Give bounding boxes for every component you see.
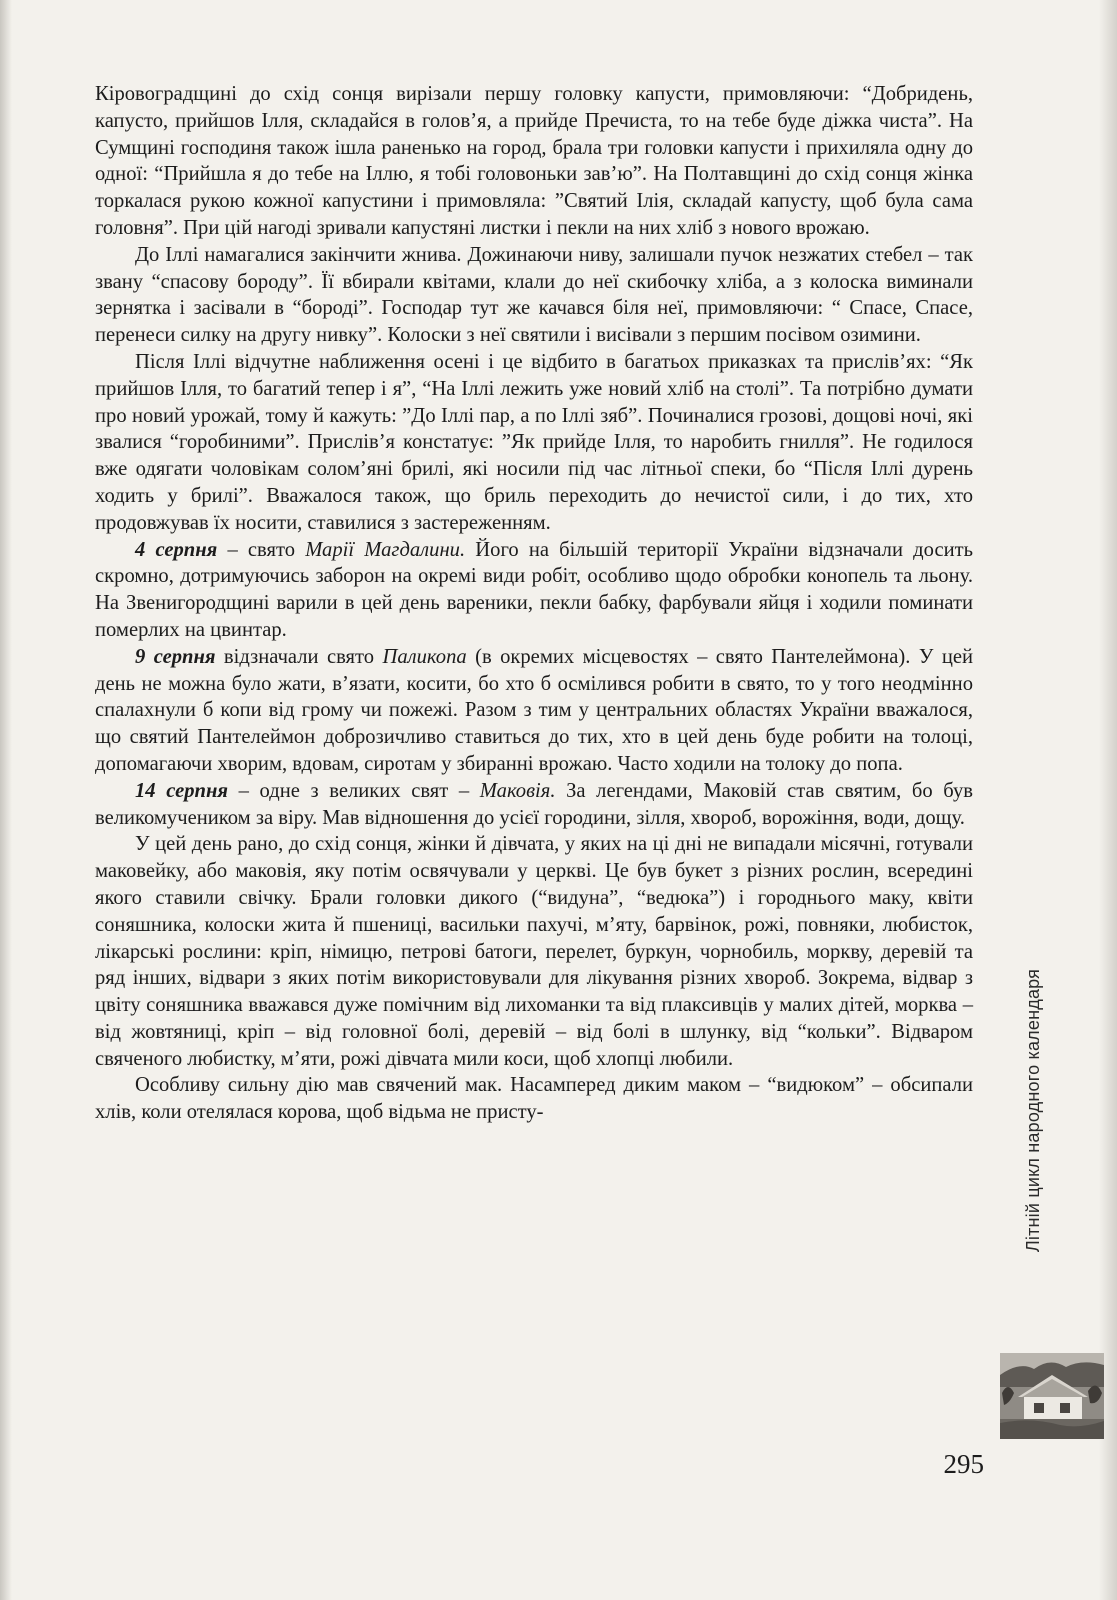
paragraph-text: До Іллі намагалися закінчити жнива. Дожинаючи ниву, залишали пучок незжатих стебел – так звану “спасову бороду”. Її вбирали квітами, клали до неї скибочку хліба, а з колоска виминали зернятка і засівали в “бороді”. Господар тут же качався біля неї, примовляючи: “ Спасе, Спасе, перенеси силку на другу нивку”. Колоски з неї святили і висівали з першим посівом озимини. [95, 243, 973, 347]
paragraph-text: Кіровоградщині до схід сонця вирізали першу головку капусти, примовляючи: “Добридень, капусто, прийшов Ілля, складайся в голов’я, а прийде Пречиста, то на тебе буде діжка чиста”. На Сумщині господиня також ішла раненько на город, брала три головки капусти і прихиляла одну до одної: “Прийшла я до тебе на Іллю, я тобі головоньки зав’ю”. На Полтавщині до схід сонця жінка торкалася рукою кожної капустини і примовляла: ”Святий Ілія, складай капусту, щоб була сама головня”. При цій нагоді зривали капустяні листки і пекли на них хліб з нового врожаю. [95, 83, 973, 239]
paragraph-text: – свято [217, 538, 306, 561]
paragraph-text: Його на більшій території України відзначали досить скромно, дотримуючись заборон на окремі види робіт, особливо щодо обробки конопель та льону. На Звенигородщині варили в цей день вареники, пекли бабку, фарбували яйця і ходили поминати померлих на цвинтар. [95, 538, 973, 641]
paragraph-text: У цей день рано, до схід сонця, жінки й дівчата, у яких на ці дні не випадали місячні, готували маковейку, або маковія, яку потім освячували у церкві. Це був букет з різних рослин, всередині якого ставили свічку. Брали головки дикого (“видуна”, “ведюка”) і городнього маку, квіти соняшника, колоски жита й пшениці, васильки пахучі, м’яту, барвінок, рожі, повняки, любисток, лікарські рослини: кріп, німицю, петрові батоги, перелет, буркун, чорнобиль, моркву, деревій та ряд інших, відвари з яких потім використовували для лікування різних хвороб. Зокрема, відвар з цвіту соняшника вважався дуже помічним від лихоманки та від плаксивців у малих дітей, морква – від жовтяниці, кріп – від головної болі, деревій – від болі в шлунку, від “кольки”. Відваром свяченого любистку, м’яти, рожі дівчата мили коси, щоб хлопці любили. [95, 833, 973, 1070]
paragraph [95, 81, 973, 242]
paragraph-text: Після Іллі відчутне наближення осені і це відбито в багатьох приказках та прислів’ях: “Як прийшов Ілля, то багатий тепер і я”, “На Іллі лежить уже новий хліб на столі”. Та потрібно думати про новий урожай, тому й кажуть: ”До Іллі пар, а по Іллі зяб”. Починалися грозові, дощові ночі, які звалися “горобиними”. Прислів’я констатує: ”Як прийде Ілля, то наробить гнилля”. Не годилося вже одягати чоловікам солом’яні брилі, які носили під час літньої спеки, бо “Після Іллі дурень ходить у брилі”. Вважалося також, що бриль переходить до нечистої сили, і до тих, хто продовжував їх носити, ставилися з застереженням. [95, 350, 973, 534]
holiday-name: Марії Магдалини. [305, 538, 466, 561]
paragraph-text: – одне з великих свят – [228, 779, 480, 802]
paragraph [95, 644, 973, 778]
paragraph [95, 831, 973, 1072]
date-heading: 4 серпня [135, 538, 218, 561]
body-text [95, 81, 973, 1126]
paragraph-text: Особливу сильну дію мав свячений мак. Насамперед диким маком – “видюком” – обсипали хлів, коли отелялася корова, щоб відьма не присту- [95, 1074, 973, 1124]
holiday-name: Паликопа [382, 645, 467, 668]
page-number: 295 [943, 1449, 984, 1479]
running-head-label: Літній цикл народного календаря [1023, 968, 1044, 1252]
paragraph [95, 349, 973, 537]
paragraph-text: За легендами, Маковій став святим, бо був великомучеником за віру. Мав відношення до усієї городини, зілля, хвороб, ворожіння, води, дощу. [95, 779, 973, 829]
paragraph [95, 1072, 973, 1126]
date-heading: 14 серпня [135, 779, 229, 802]
page-binding-shadow [0, 0, 12, 1600]
holiday-name: Маковія. [479, 779, 556, 802]
paragraph [95, 242, 973, 349]
paragraph-text: (в окремих місцевостях – свято Пантелеймона). У цей день не можна було жати, в’язати, косити, бо хто б осмілився робити в свято, то у того неодмінно спалахнули б копи від грому чи пожежі. Разом з тим у центральних областях України вважалося, що святий Пантелеймон доброзичливо ставиться до тих, хто в цей день буде робити на толоці, допомагаючи хворим, вдовам, сиротам у збиранні врожаю. Часто ходили на толоку до попа. [95, 645, 973, 775]
paragraph [95, 537, 973, 644]
paragraph [95, 778, 973, 832]
date-heading: 9 серпня [135, 645, 216, 668]
paragraph-text: відзначали свято [215, 645, 383, 668]
village-house-vignette-icon [1000, 1353, 1104, 1439]
running-head-vertical [1022, 940, 1046, 1280]
